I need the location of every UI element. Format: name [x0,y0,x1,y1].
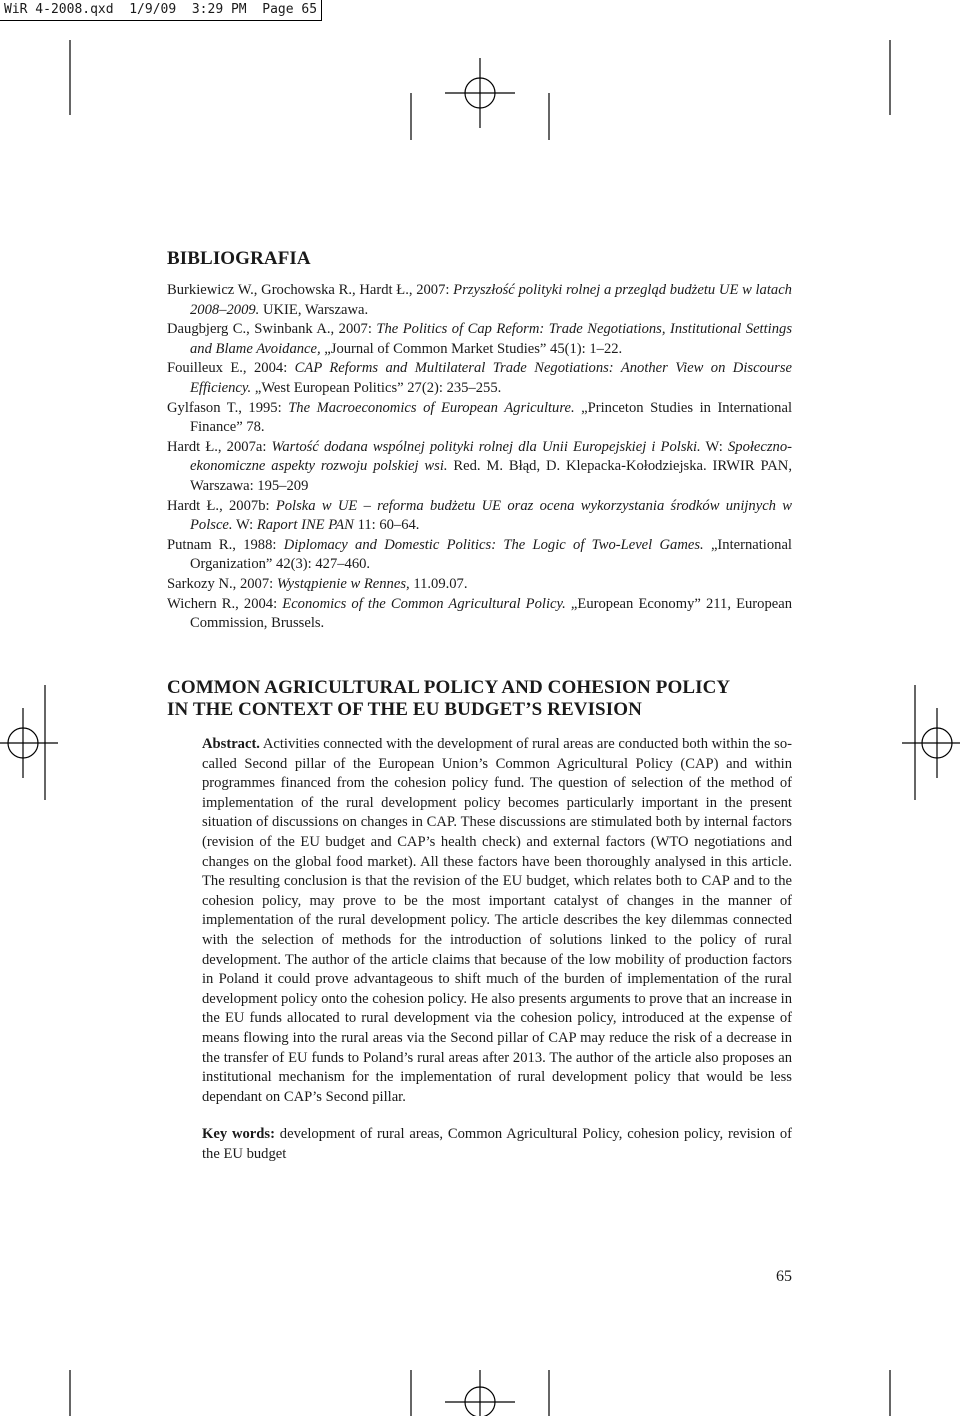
reference-entry: Burkiewicz W., Grochowska R., Hardt Ł., 2007: Przyszłość polityki rolnej a przegląd budżetu UE w latach 2008–2009. UKIE, Warszawa. [167,282,792,318]
reference-entry: Hardt Ł., 2007a: Wartość dodana wspólnej polityki rolnej dla Unii Europejskiej i Polski. W: Społeczno-ekonomiczne aspekty rozwoju polskiej wsi. Red. M. Błąd, D. Klepacka-Kołodziejska. IRWIR PAN, Warszawa: 195–209 [167,438,793,494]
abstract-text: Activities connected with the development of rural areas are conducted both within the so-called Second pillar of the European Union’s Common Agricultural Policy (CAP) and within programmes financed from the cohesion policy fund. The question of selection of the method of implementation of the rural development policy becomes particularly important in the present situation of discussions on changes in CAP. These discussions are stimulated both by internal factors (revision of the EU budget and CAP’s health check) and external factors (WTO negotiations and changes on the global food market). All these factors have been thoroughly analysed in this article. The resulting conclusion is that the revision of the EU budget, which relates both to CAP and to the cohesion policy, may prove to be the most important catalyst of changes in the manner of implementation of the rural development policy. The article describes the key dilemmas connected with the selection of methods for the introduction of solutions linked to the policy of rural development. The author of the article claims that because of the low mobility of production factors in Poland it could prove advantageous to shift much of the burden of implementation of the rural development policy onto the cohesion policy. He also presents arguments to prove that an increase in the EU funds allocated to rural development via the cohesion policy, introduced at the expense of means flowing into the rural areas via the Second pillar of CAP may reduce the risk of a decrease in the transfer of EU funds to Poland’s rural areas after 2013. The author of the article also proposes an institutional mechanism for the implementation of rural development policy that would be less dependant on CAP’s Second pillar. [202,736,792,1105]
reference-list [167,281,792,634]
print-slug: WiR 4-2008.qxd 1/9/09 3:29 PM Page 65 [0,0,322,21]
reference-entry: Fouilleux E., 2004: CAP Reforms and Multilateral Trade Negotiations: Another View on Discourse Efficiency. „West European Politics” 27(2): 235–255. [167,360,792,396]
article-title [167,677,792,721]
bibliography-section [167,248,792,634]
reference-entry: Gylfason T., 1995: The Macroeconomics of European Agriculture. „Princeton Studies in International Finance” 78. [167,399,793,436]
keywords-text: development of rural areas, Common Agricultural Policy, cohesion policy, revision of the EU budget [202,1126,793,1162]
abstract-paragraph [202,735,792,1107]
keywords-paragraph [202,1125,792,1164]
reference-entry: Daugbjerg C., Swinbank A., 2007: The Politics of Cap Reform: Trade Negotiations, Institutional Settings and Blame Avoidance, „Journal of Common Market Studies” 45(1): 1–22. [167,321,792,357]
abstract-label: Abstract. [202,736,260,752]
reference-entry: Sarkozy N., 2007: Wystąpienie w Rennes, 11.09.07. [167,575,468,592]
article-title-line-1: COMMON AGRICULTURAL POLICY AND COHESION POLICY [167,677,731,698]
bibliography-heading: BIBLIOGRAFIA [167,248,311,269]
reference-entry: Hardt Ł., 2007b: Polska w UE – reforma budżetu UE oraz ocena wykorzystania środków unijnych w Polsce. W: Raport INE PAN 11: 60–64. [167,497,792,534]
abstract-block [202,735,792,1164]
registration-mark-left [0,708,58,778]
registration-mark-bottom [445,1370,515,1416]
article-title-line-2: IN THE CONTEXT OF THE EU BUDGET’S REVISION [167,699,642,720]
reference-entry: Putnam R., 1988: Diplomacy and Domestic Politics: The Logic of Two-Level Games. „International Organization” 42(3): 427–460. [167,536,792,573]
registration-mark-right [902,708,960,778]
registration-mark-top [445,58,515,128]
reference-entry: Wichern R., 2004: Economics of the Common Agricultural Policy. „European Economy” 211, European Commission, Brussels. [167,595,793,632]
page-number: 65 [776,1268,792,1285]
keywords-label: Key words: [202,1126,275,1143]
